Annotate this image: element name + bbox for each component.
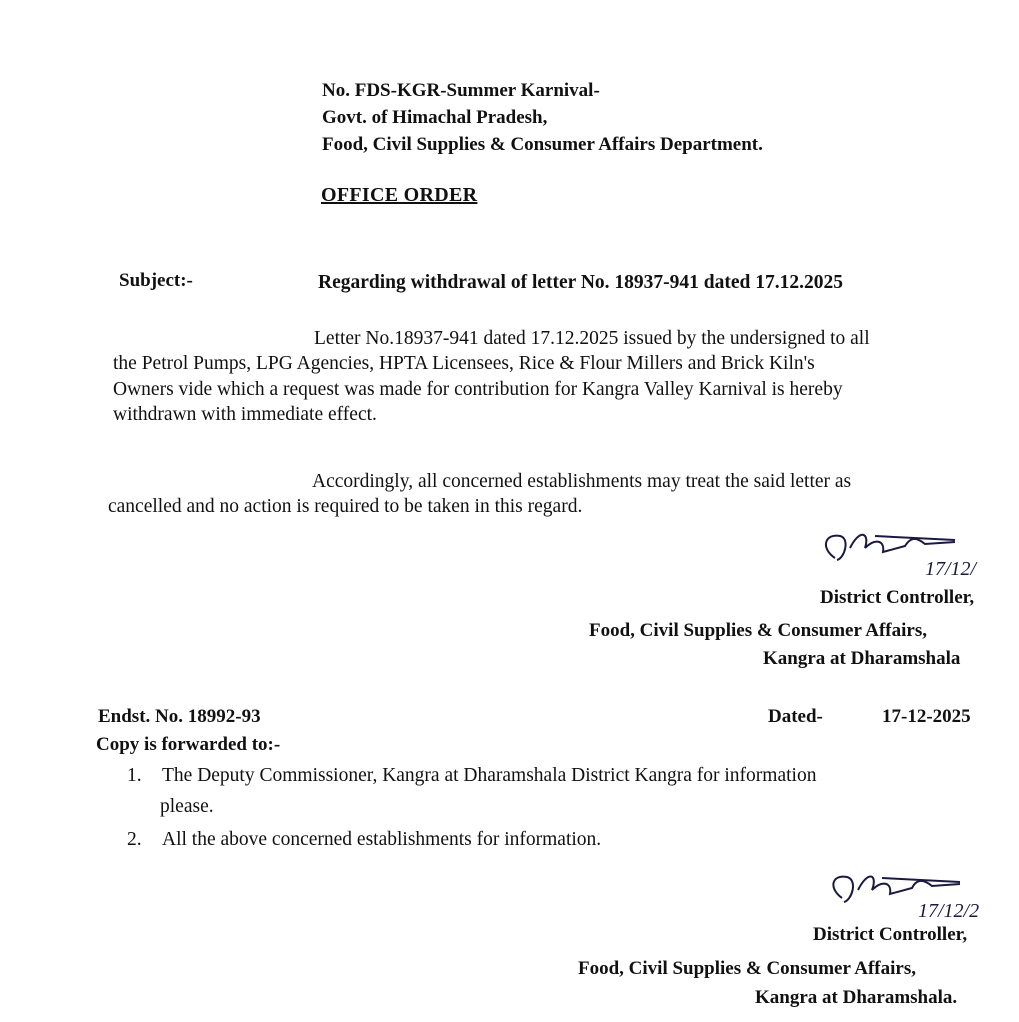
copy-forwarded-heading: Copy is forwarded to:- bbox=[96, 734, 281, 755]
para1-line-2: the Petrol Pumps, LPG Agencies, HPTA Licensees, Rice & Flour Millers and Brick Kiln's bbox=[113, 353, 815, 374]
copy-item-1-line-1: The Deputy Commissioner, Kangra at Dharamshala District Kangra for information bbox=[162, 765, 817, 786]
copy-item-2-number: 2. bbox=[127, 829, 142, 850]
sig1-office: Food, Civil Supplies & Consumer Affairs, bbox=[589, 620, 927, 641]
para1-line-1: Letter No.18937-941 dated 17.12.2025 issued by the undersigned to all bbox=[314, 328, 870, 349]
subject-label: Subject:- bbox=[119, 270, 193, 291]
subject-text: Regarding withdrawal of letter No. 18937-941 dated 17.12.2025 bbox=[318, 272, 844, 293]
signature-date-2: 17/12/2 bbox=[918, 900, 980, 922]
dated-value: 17-12-2025 bbox=[882, 706, 971, 727]
government-name: Govt. of Himachal Pradesh, bbox=[322, 107, 548, 128]
sig2-designation: District Controller, bbox=[813, 924, 968, 945]
dated-label: Dated- bbox=[768, 706, 823, 727]
sig2-office: Food, Civil Supplies & Consumer Affairs, bbox=[578, 958, 916, 979]
para2-line-2: cancelled and no action is required to be taken in this regard. bbox=[108, 496, 583, 517]
endorsement-number: Endst. No. 18992-93 bbox=[98, 706, 261, 727]
copy-item-1-line-2: please. bbox=[160, 796, 214, 817]
copy-item-2-line-1: All the above concerned establishments for information. bbox=[162, 829, 602, 850]
para1-line-3: Owners vide which a request was made for contribution for Kangra Valley Karnival is hereby bbox=[113, 379, 843, 400]
sig1-designation: District Controller, bbox=[820, 587, 975, 608]
sig1-location: Kangra at Dharamshala bbox=[763, 648, 961, 669]
reference-number: No. FDS-KGR-Summer Karnival- bbox=[322, 80, 600, 101]
signature-date-1: 17/12/ bbox=[925, 558, 977, 580]
office-order-title: OFFICE ORDER bbox=[321, 184, 478, 206]
department-name: Food, Civil Supplies & Consumer Affairs Department. bbox=[322, 134, 763, 155]
signature-scribble-1 bbox=[815, 518, 1015, 598]
sig2-location: Kangra at Dharamshala. bbox=[755, 987, 958, 1008]
para2-line-1: Accordingly, all concerned establishments may treat the said letter as bbox=[312, 471, 852, 492]
copy-item-1-number: 1. bbox=[127, 765, 142, 786]
para1-line-4: withdrawn with immediate effect. bbox=[113, 404, 377, 425]
